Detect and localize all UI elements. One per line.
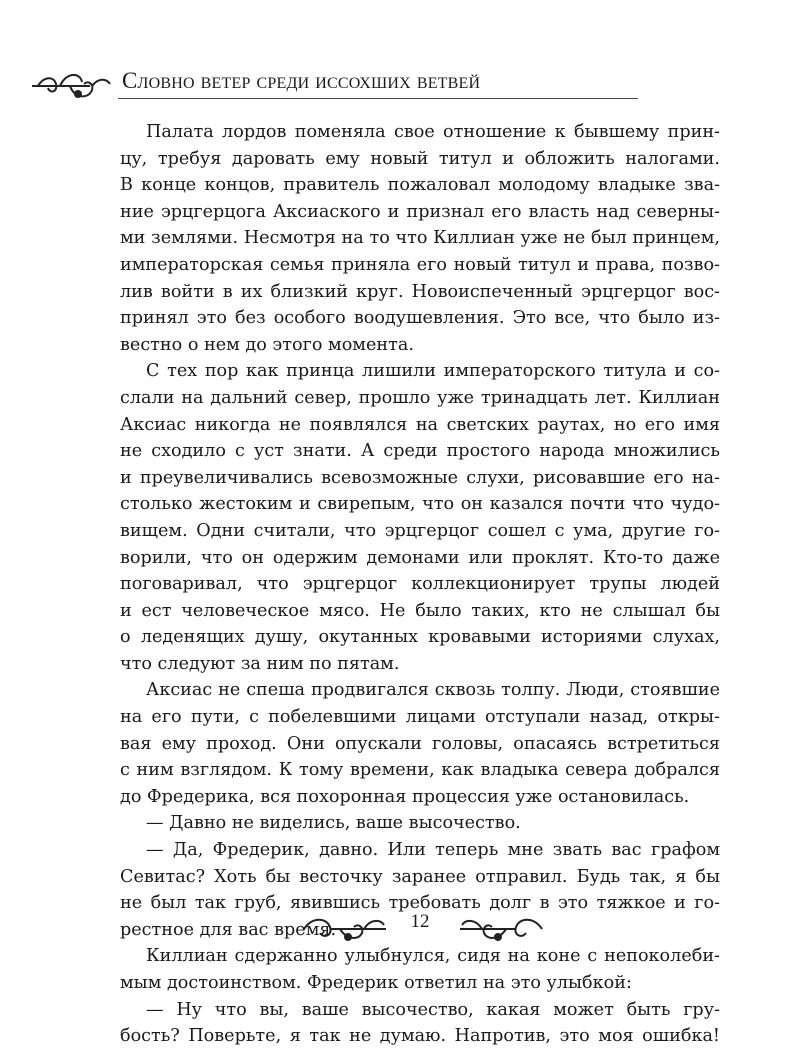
text-line: не сходило с уст знати. А среди простого народа множились (120, 441, 720, 462)
page-number: 12 (410, 911, 430, 932)
dialogue-line: — Ну что вы, ваше высочество, какая может быть гру- (146, 999, 720, 1020)
text-line: мым достоинством. Фредерик ответил на это улыбкой: (120, 973, 632, 993)
text-line: на его пути, с побелевшими лицами отступали назад, откры- (120, 707, 720, 728)
dialogue-line: — Давно не виделись, ваше высочество. (146, 813, 521, 834)
text-line: Аксиас не спеша продвигался сквозь толпу. Люди, стоявшие (146, 680, 720, 701)
flourish-ornament-icon (456, 909, 546, 949)
text-line: вестно о нем до этого момента. (120, 334, 414, 355)
text-line: с ним взглядом. К тому времени, как владыка севера добрался (120, 760, 720, 781)
text-line: не был так груб, явившись требовать долг в это тяжкое и го- (120, 893, 720, 914)
text-line: столько жестоким и свирепым, что он казался почти что чудо- (120, 494, 720, 515)
flourish-ornament-icon (300, 909, 390, 949)
text-line: и ест человеческое мясо. Не было таких, кто не слышал бы (120, 600, 720, 621)
text-line: поговаривал, что эрцгерцог коллекционирует трупы людей (120, 574, 720, 595)
text-line: принял это без особого воодушевления. Это все, что было из- (120, 308, 720, 329)
flourish-ornament-icon (30, 64, 114, 108)
text-line: вая ему проход. Они опускали головы, опасаясь встретиться (120, 733, 720, 754)
text-line: Севитас? Хоть бы весточку заранее отправил. Будь так, я бы (120, 866, 720, 887)
running-title: Словно ветер среди иссохших ветвей (122, 68, 481, 93)
text-line: что следуют за ним по пятам. (120, 653, 400, 674)
text-line: лив войти в их близкий круг. Новоиспеченный эрцгерцог вос- (120, 281, 720, 302)
text-line: рестное для вас время. (120, 919, 337, 940)
dialogue-line: — Да, Фредерик, давно. Или теперь мне звать вас графом (146, 840, 720, 861)
text-line: слали на дальний север, прошло уже тринадцать лет. Киллиан (120, 387, 720, 408)
text-line: и преувеличивались всевозможные слухи, рисовавшие его на- (120, 467, 720, 488)
text-line: ние эрцгерцога Аксиаского и признал его власть над северны- (120, 201, 720, 222)
text-line: о леденящих душу, окутанных кровавыми историями слухах, (120, 627, 720, 648)
text-line: Аксиас никогда не появлялся на светских раутах, но его имя (120, 414, 720, 435)
text-line: Киллиан сдержанно улыбнулся, сидя на коне с непоколеби- (146, 946, 720, 967)
text-line: императорская семья приняла его новый титул и права, позво- (120, 254, 720, 275)
text-line: цу, требуя даровать ему новый титул и обложить налогами. (120, 148, 720, 169)
text-line: бость? Поверьте, я так не думаю. Напротив, это моя ошибка! (120, 1026, 720, 1047)
text-line: вищем. Одни считали, что эрцгерцог сошел с ума, другие го- (120, 520, 720, 541)
header-rule (118, 98, 638, 99)
page-footer (0, 905, 800, 955)
text-line: Палата лордов поменяла свое отношение к бывшему прин- (146, 122, 720, 142)
text-line: С тех пор как принца лишили императорского титула и со- (146, 361, 720, 382)
text-line: до Фредерика, вся похоронная процессия уже остановилась. (120, 786, 690, 807)
text-line: В конце концов, правитель пожаловал молодому владыке зва- (120, 175, 720, 196)
text-line: ми землями. Несмотря на то что Киллиан уже не был принцем, (120, 228, 720, 249)
text-line: ворили, что он одержим демонами или проклят. Кто-то даже (120, 547, 720, 568)
running-header (30, 58, 610, 108)
